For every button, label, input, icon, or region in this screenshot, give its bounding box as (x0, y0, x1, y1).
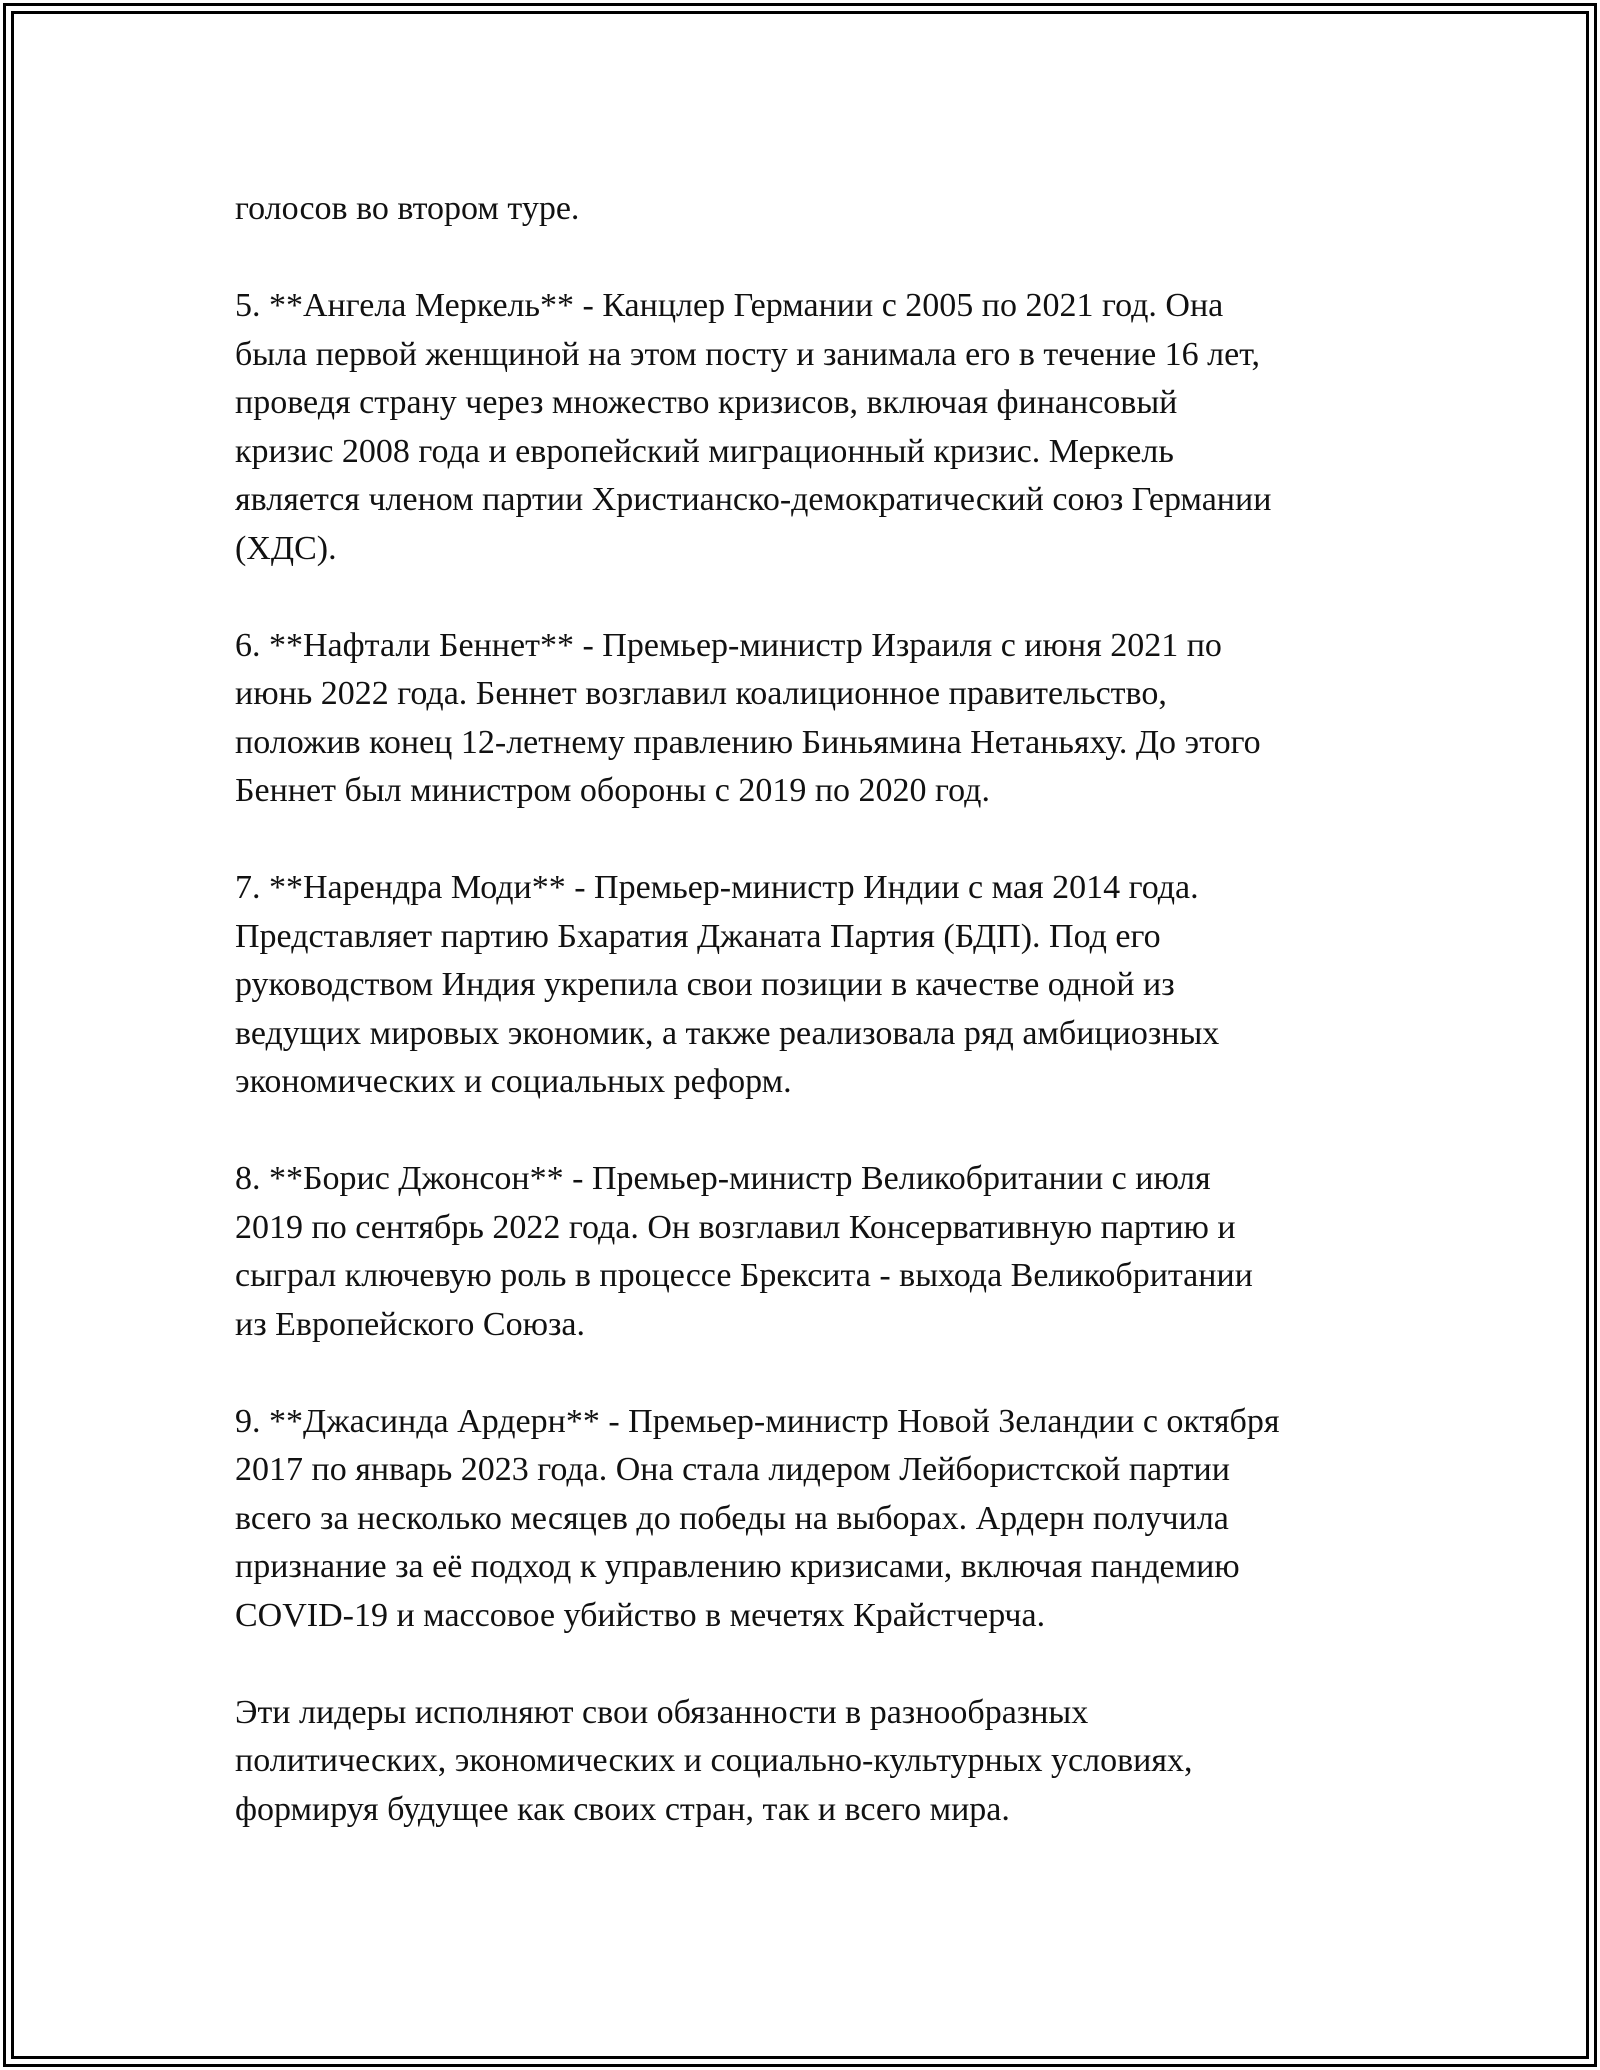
text-line: политических, экономических и социально-культурных условиях, (235, 1742, 1193, 1779)
text-line: из Европейского Союза. (235, 1305, 586, 1343)
text-line: экономических и социальных реформ. (235, 1063, 792, 1100)
text-line: признание за её подход к управлению кризисами, включая пандемию (235, 1548, 1240, 1585)
text-line: была первой женщиной на этом посту и занимала его в течение 16 лет, (235, 335, 1261, 373)
paragraph (235, 864, 1385, 1107)
text-line: руководством Индия укрепила свои позиции в качестве одной из (235, 966, 1175, 1003)
paragraph (235, 1155, 1385, 1349)
text-line: сыграл ключевую роль в процессе Брексита - выхода Великобритании (235, 1257, 1253, 1294)
paragraph (235, 282, 1385, 573)
paragraph (235, 1398, 1385, 1641)
text-line: всего за несколько месяцев до победы на выборах. Ардерн получила (235, 1499, 1229, 1537)
text-line: 9. **Джасинда Ардерн** - Премьер-министр Новой Зеландии с октября (235, 1402, 1280, 1440)
text-line: июнь 2022 года. Беннет возглавил коалиционное правительство, (235, 675, 1167, 712)
text-line: проведя страну через множество кризисов, включая финансовый (235, 384, 1178, 421)
text-line: 5. **Ангела Меркель** - Канцлер Германии с 2005 по 2021 год. Она (235, 287, 1224, 324)
text-line: 8. **Борис Джонсон** - Премьер-министр Великобритании с июля (235, 1160, 1211, 1197)
text-line: (ХДС). (235, 529, 337, 567)
paragraph (235, 622, 1385, 816)
text-line: COVID-19 и массовое убийство в мечетях Крайстчерча. (235, 1596, 1046, 1634)
text-line: Представляет партию Бхаратия Джаната Партия (БДП). Под его (235, 917, 1161, 955)
text-line: кризис 2008 года и европейский миграционный кризис. Меркель (235, 432, 1174, 470)
text-line: 2019 по сентябрь 2022 года. Он возглавил Консервативную партию и (235, 1208, 1236, 1246)
text-line: ведущих мировых экономик, а также реализовала ряд амбициозных (235, 1014, 1220, 1052)
text-line: голосов во втором туре. (235, 190, 580, 227)
text-line: 6. **Нафтали Беннет** - Премьер-министр Израиля с июня 2021 по (235, 626, 1222, 664)
text-line: Беннет был министром обороны с 2019 по 2020 год. (235, 772, 990, 809)
paragraph (235, 1689, 1385, 1835)
text-line: Эти лидеры исполняют свои обязанности в разнообразных (235, 1693, 1089, 1731)
text-line: 2017 по январь 2023 года. Она стала лидером Лейбористской партии (235, 1451, 1230, 1488)
text-line: 7. **Нарендра Моди** - Премьер-министр Индии с мая 2014 года. (235, 869, 1199, 906)
text-line: формируя будущее как своих стран, так и всего мира. (235, 1790, 1010, 1828)
paragraph (235, 185, 1385, 234)
text-line: положив конец 12-летнему правлению Биньямина Нетаньяху. До этого (235, 723, 1261, 761)
text-line: является членом партии Христианско-демократический союз Германии (235, 481, 1272, 518)
document-body (235, 185, 1385, 1883)
